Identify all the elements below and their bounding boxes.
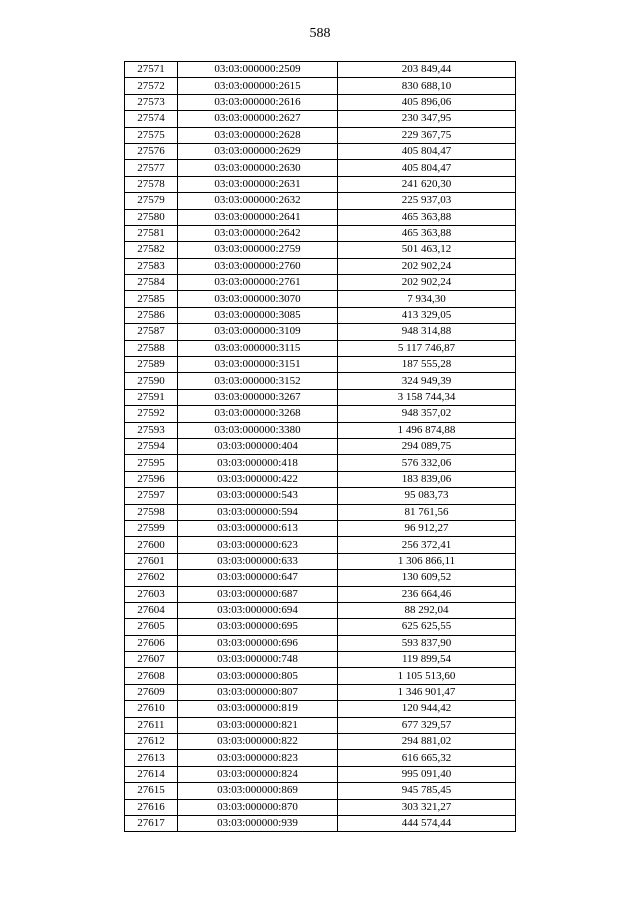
table-row — [125, 307, 516, 323]
table-row — [125, 815, 516, 831]
row-number-cell: 27614 — [125, 766, 178, 782]
row-number-cell: 27579 — [125, 193, 178, 209]
row-number-cell: 27578 — [125, 176, 178, 192]
cadastral-number-cell: 03:03:000000:623 — [178, 537, 338, 553]
row-number-cell: 27584 — [125, 275, 178, 291]
value-cell: 465 363,88 — [338, 209, 516, 225]
row-number-cell: 27592 — [125, 406, 178, 422]
value-cell: 225 937,03 — [338, 193, 516, 209]
row-number-cell: 27589 — [125, 357, 178, 373]
row-number-cell: 27574 — [125, 111, 178, 127]
row-number-cell: 27597 — [125, 488, 178, 504]
cadastral-number-cell: 03:03:000000:3380 — [178, 422, 338, 438]
cadastral-number-cell: 03:03:000000:2641 — [178, 209, 338, 225]
cadastral-number-cell: 03:03:000000:422 — [178, 471, 338, 487]
row-number-cell: 27591 — [125, 389, 178, 405]
table-row — [125, 160, 516, 176]
table-row — [125, 570, 516, 586]
value-cell: 576 332,06 — [338, 455, 516, 471]
table-row — [125, 62, 516, 78]
value-cell: 405 804,47 — [338, 143, 516, 159]
cadastral-number-cell: 03:03:000000:819 — [178, 701, 338, 717]
cadastral-number-cell: 03:03:000000:2642 — [178, 225, 338, 241]
cadastral-number-cell: 03:03:000000:613 — [178, 520, 338, 536]
table-row — [125, 635, 516, 651]
cadastral-number-cell: 03:03:000000:869 — [178, 783, 338, 799]
table-row — [125, 783, 516, 799]
table-row — [125, 242, 516, 258]
table-row — [125, 389, 516, 405]
value-cell: 677 329,57 — [338, 717, 516, 733]
row-number-cell: 27585 — [125, 291, 178, 307]
value-cell: 405 804,47 — [338, 160, 516, 176]
table-row — [125, 209, 516, 225]
table-row — [125, 734, 516, 750]
cadastral-number-cell: 03:03:000000:2631 — [178, 176, 338, 192]
table-row — [125, 455, 516, 471]
row-number-cell: 27615 — [125, 783, 178, 799]
table-row — [125, 553, 516, 569]
value-cell: 1 346 901,47 — [338, 684, 516, 700]
value-cell: 88 292,04 — [338, 602, 516, 618]
table-row — [125, 750, 516, 766]
table-row — [125, 586, 516, 602]
value-cell: 230 347,95 — [338, 111, 516, 127]
value-cell: 303 321,27 — [338, 799, 516, 815]
row-number-cell: 27587 — [125, 324, 178, 340]
cadastral-number-cell: 03:03:000000:2630 — [178, 160, 338, 176]
row-number-cell: 27576 — [125, 143, 178, 159]
table-row — [125, 619, 516, 635]
row-number-cell: 27602 — [125, 570, 178, 586]
cadastral-number-cell: 03:03:000000:2628 — [178, 127, 338, 143]
cadastral-number-cell: 03:03:000000:3268 — [178, 406, 338, 422]
row-number-cell: 27603 — [125, 586, 178, 602]
value-cell: 202 902,24 — [338, 258, 516, 274]
data-table — [124, 61, 516, 832]
table-row — [125, 701, 516, 717]
row-number-cell: 27600 — [125, 537, 178, 553]
value-cell: 405 896,06 — [338, 94, 516, 110]
cadastral-number-cell: 03:03:000000:821 — [178, 717, 338, 733]
value-cell: 501 463,12 — [338, 242, 516, 258]
table-row — [125, 717, 516, 733]
value-cell: 5 117 746,87 — [338, 340, 516, 356]
cadastral-number-cell: 03:03:000000:594 — [178, 504, 338, 520]
table-row — [125, 291, 516, 307]
row-number-cell: 27605 — [125, 619, 178, 635]
table-row — [125, 602, 516, 618]
row-number-cell: 27611 — [125, 717, 178, 733]
table-row — [125, 766, 516, 782]
value-cell: 120 944,42 — [338, 701, 516, 717]
cadastral-number-cell: 03:03:000000:696 — [178, 635, 338, 651]
value-cell: 81 761,56 — [338, 504, 516, 520]
row-number-cell: 27588 — [125, 340, 178, 356]
cadastral-number-cell: 03:03:000000:870 — [178, 799, 338, 815]
value-cell: 183 839,06 — [338, 471, 516, 487]
cadastral-number-cell: 03:03:000000:3070 — [178, 291, 338, 307]
value-cell: 444 574,44 — [338, 815, 516, 831]
value-cell: 202 902,24 — [338, 275, 516, 291]
value-cell: 3 158 744,34 — [338, 389, 516, 405]
cadastral-number-cell: 03:03:000000:2627 — [178, 111, 338, 127]
table-row — [125, 652, 516, 668]
cadastral-number-cell: 03:03:000000:2761 — [178, 275, 338, 291]
value-cell: 236 664,46 — [338, 586, 516, 602]
table-row — [125, 537, 516, 553]
row-number-cell: 27583 — [125, 258, 178, 274]
cadastral-number-cell: 03:03:000000:3085 — [178, 307, 338, 323]
cadastral-number-cell: 03:03:000000:633 — [178, 553, 338, 569]
cadastral-number-cell: 03:03:000000:824 — [178, 766, 338, 782]
table-row — [125, 94, 516, 110]
cadastral-number-cell: 03:03:000000:647 — [178, 570, 338, 586]
cadastral-number-cell: 03:03:000000:2629 — [178, 143, 338, 159]
cadastral-number-cell: 03:03:000000:807 — [178, 684, 338, 700]
cadastral-number-cell: 03:03:000000:543 — [178, 488, 338, 504]
row-number-cell: 27596 — [125, 471, 178, 487]
value-cell: 465 363,88 — [338, 225, 516, 241]
table-row — [125, 225, 516, 241]
cadastral-number-cell: 03:03:000000:695 — [178, 619, 338, 635]
value-cell: 294 881,02 — [338, 734, 516, 750]
table-row — [125, 176, 516, 192]
value-cell: 1 105 513,60 — [338, 668, 516, 684]
value-cell: 948 314,88 — [338, 324, 516, 340]
row-number-cell: 27617 — [125, 815, 178, 831]
value-cell: 7 934,30 — [338, 291, 516, 307]
cadastral-number-cell: 03:03:000000:404 — [178, 438, 338, 454]
table-row — [125, 488, 516, 504]
table-row — [125, 258, 516, 274]
cadastral-number-cell: 03:03:000000:694 — [178, 602, 338, 618]
cadastral-number-cell: 03:03:000000:3152 — [178, 373, 338, 389]
table-row — [125, 373, 516, 389]
value-cell: 413 329,05 — [338, 307, 516, 323]
value-cell: 241 620,30 — [338, 176, 516, 192]
table-row — [125, 143, 516, 159]
cadastral-number-cell: 03:03:000000:3115 — [178, 340, 338, 356]
row-number-cell: 27580 — [125, 209, 178, 225]
table-row — [125, 668, 516, 684]
row-number-cell: 27581 — [125, 225, 178, 241]
value-cell: 830 688,10 — [338, 78, 516, 94]
table-row — [125, 406, 516, 422]
cadastral-number-cell: 03:03:000000:2509 — [178, 62, 338, 78]
row-number-cell: 27571 — [125, 62, 178, 78]
cadastral-number-cell: 03:03:000000:3109 — [178, 324, 338, 340]
table-row — [125, 520, 516, 536]
row-number-cell: 27613 — [125, 750, 178, 766]
value-cell: 593 837,90 — [338, 635, 516, 651]
table-row — [125, 111, 516, 127]
cadastral-number-cell: 03:03:000000:748 — [178, 652, 338, 668]
cadastral-number-cell: 03:03:000000:2759 — [178, 242, 338, 258]
cadastral-number-cell: 03:03:000000:3267 — [178, 389, 338, 405]
table-body — [125, 62, 516, 832]
value-cell: 130 609,52 — [338, 570, 516, 586]
cadastral-number-cell: 03:03:000000:418 — [178, 455, 338, 471]
row-number-cell: 27610 — [125, 701, 178, 717]
value-cell: 119 899,54 — [338, 652, 516, 668]
value-cell: 945 785,45 — [338, 783, 516, 799]
row-number-cell: 27572 — [125, 78, 178, 94]
table-row — [125, 438, 516, 454]
row-number-cell: 27599 — [125, 520, 178, 536]
row-number-cell: 27608 — [125, 668, 178, 684]
table-row — [125, 340, 516, 356]
row-number-cell: 27595 — [125, 455, 178, 471]
table-row — [125, 471, 516, 487]
cadastral-number-cell: 03:03:000000:2760 — [178, 258, 338, 274]
table-row — [125, 357, 516, 373]
value-cell: 948 357,02 — [338, 406, 516, 422]
table-row — [125, 324, 516, 340]
cadastral-number-cell: 03:03:000000:823 — [178, 750, 338, 766]
value-cell: 324 949,39 — [338, 373, 516, 389]
cadastral-number-cell: 03:03:000000:2615 — [178, 78, 338, 94]
table-row — [125, 78, 516, 94]
row-number-cell: 27616 — [125, 799, 178, 815]
table-row — [125, 799, 516, 815]
row-number-cell: 27575 — [125, 127, 178, 143]
page-number: 588 — [309, 26, 331, 41]
row-number-cell: 27612 — [125, 734, 178, 750]
row-number-cell: 27598 — [125, 504, 178, 520]
row-number-cell: 27604 — [125, 602, 178, 618]
table-row — [125, 684, 516, 700]
row-number-cell: 27582 — [125, 242, 178, 258]
cadastral-number-cell: 03:03:000000:2616 — [178, 94, 338, 110]
cadastral-number-cell: 03:03:000000:805 — [178, 668, 338, 684]
row-number-cell: 27601 — [125, 553, 178, 569]
table-row — [125, 127, 516, 143]
value-cell: 995 091,40 — [338, 766, 516, 782]
row-number-cell: 27609 — [125, 684, 178, 700]
table-row — [125, 193, 516, 209]
cadastral-number-cell: 03:03:000000:2632 — [178, 193, 338, 209]
row-number-cell: 27586 — [125, 307, 178, 323]
row-number-cell: 27593 — [125, 422, 178, 438]
value-cell: 1 306 866,11 — [338, 553, 516, 569]
cadastral-number-cell: 03:03:000000:687 — [178, 586, 338, 602]
row-number-cell: 27606 — [125, 635, 178, 651]
cadastral-number-cell: 03:03:000000:3151 — [178, 357, 338, 373]
cadastral-number-cell: 03:03:000000:822 — [178, 734, 338, 750]
value-cell: 187 555,28 — [338, 357, 516, 373]
table-row — [125, 504, 516, 520]
row-number-cell: 27577 — [125, 160, 178, 176]
value-cell: 256 372,41 — [338, 537, 516, 553]
value-cell: 96 912,27 — [338, 520, 516, 536]
value-cell: 203 849,44 — [338, 62, 516, 78]
row-number-cell: 27590 — [125, 373, 178, 389]
row-number-cell: 27594 — [125, 438, 178, 454]
row-number-cell: 27607 — [125, 652, 178, 668]
table-row — [125, 275, 516, 291]
value-cell: 616 665,32 — [338, 750, 516, 766]
value-cell: 229 367,75 — [338, 127, 516, 143]
value-cell: 1 496 874,88 — [338, 422, 516, 438]
row-number-cell: 27573 — [125, 94, 178, 110]
value-cell: 625 625,55 — [338, 619, 516, 635]
value-cell: 294 089,75 — [338, 438, 516, 454]
value-cell: 95 083,73 — [338, 488, 516, 504]
cadastral-number-cell: 03:03:000000:939 — [178, 815, 338, 831]
table-row — [125, 422, 516, 438]
